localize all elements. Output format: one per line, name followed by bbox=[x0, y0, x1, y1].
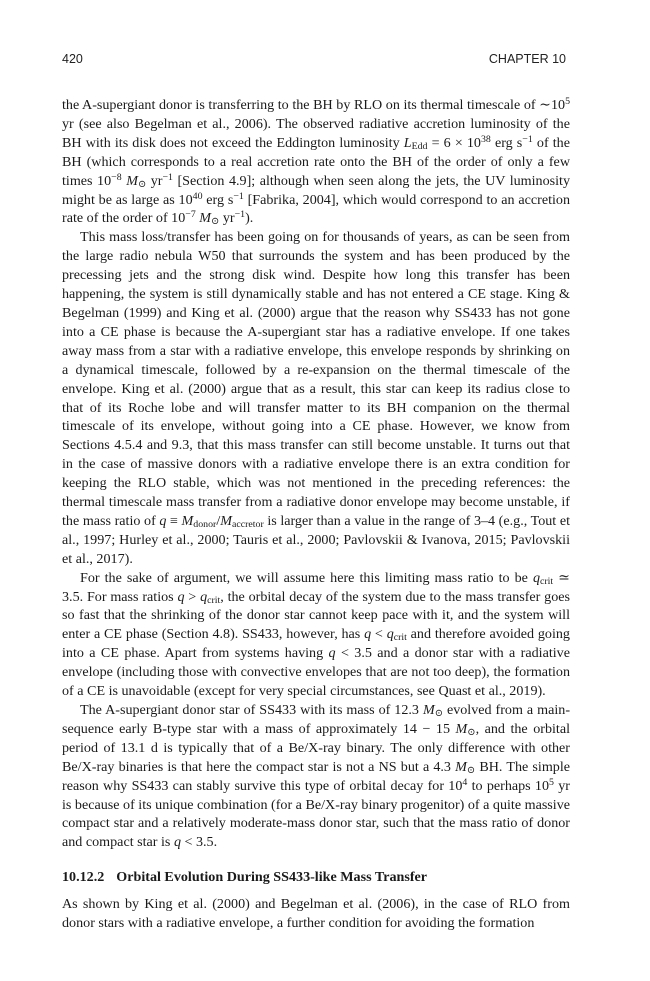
section-number: 10.12.2 bbox=[62, 869, 105, 886]
paragraph-orbital-evolution: As shown by King et al. (2000) and Begelman et al. (2006), in the case of RLO from donor stars with a radiative envelope, a further condition for avoiding the formation bbox=[62, 896, 570, 932]
chapter-label: CHAPTER 10 bbox=[488, 52, 566, 66]
running-head bbox=[62, 52, 566, 66]
paragraph-continued: the A-supergiant donor is transferring to the BH by RLO on its thermal timescale of $\sim 10^5$ yr (see also Begelman et al., 2006). The observed radiative accretion luminosity of the BH with its disk does not exceed the Eddington luminosity $L_{Edd} = 6 \times 10^{38}$ erg $s^{-1}$ of the BH (which corresponds to a real accretion rate onto the BH of the order of only a few times $10^{-8}$ $M_⊙$ $yr^{-1}$ [Section 4.9]; although when seen along the jets, the UV luminosity might be as large as $10^{40}$ erg $s^{-1}$ [Fabrika, 2004], which would correspond to an accretion rate of the order of $10^{-7}$ $M_⊙$ $yr^{-1}$). bbox=[62, 96, 571, 228]
paragraph-mass-loss: This mass loss/transfer has been going on for thousands of years, as can be seen from the large radio nebula W50 that surrounds the system and has been produced by the precessing jets and the strong disk wind. Despite how long this transfer has been happening, the system is still dynamically stable and has not entered a CE stage. King & Begelman (1999) and King et al. (2000) argue that the reason why SS433 has not gone into a CE phase is because the A-supergiant star has a radiative envelope. If one takes away mass from a star with a radiative envelope, this envelope responds by shrinking on a dynamical timescale, followed by a re-expansion on the thermal timescale of the envelope. King et al. (2000) argue that as a result, this star can keep its radius close to that of its Roche lobe and will transfer matter to its BH companion on the thermal timescale of its envelope, without going into a CE phase. However, we know from Sections 4.5.4 and 9.3, that this mass transfer can still become unstable. It turns out that in the case of massive donors with a radiative envelope there is an extra condition for keeping the RLO stable, which was not mentioned in the preceding references: the thermal timescale mass transfer from a radiative donor envelope may become unstable, if the mass ratio of $q \equiv M_{donor}/M_{accretor}$ is larger than a value in the range of 3–4 (e.g., Tout et al., 1997; Hurley et al., 2000; Tauris et al., 2000; Pavlovskii & Ivanova, 2015; Pavlovskii et al., 2017). bbox=[62, 229, 570, 567]
section-title: Orbital Evolution During SS433-like Mass Transfer bbox=[116, 869, 428, 886]
body-text bbox=[62, 96, 570, 933]
paragraph-limiting-ratio: For the sake of argument, we will assume here this limiting mass ratio to be $q_{crit}$ ≃ 3.5. For mass ratios $q > q_{crit}$, the orbital decay of the system due to the mass transfer goes so fast that the shrinking of the donor star cannot keep pace with it, and the system will enter a CE phase (Section 4.8). SS433, however, has $q < q_{crit}$ and therefore avoided going into a CE phase. Apart from systems having q < 3.5 and a donor star with a radiative envelope (including those with convective envelopes that are not too deep), the formation of a CE is unavoidable (except for very special circumstances, see Quast et al., 2019). bbox=[62, 569, 571, 700]
page-number: 420 bbox=[62, 52, 83, 66]
paragraph-donor-star: The A-supergiant donor star of SS433 with its mass of 12.3 $M_⊙$ evolved from a main-sequence early B-type star with a mass of approximately 14 − 15 $M_⊙$, and the orbital period of 13.1 d is typically that of a Be/X-ray binary. The only difference with other Be/X-ray binaries is that here the compact star is not a NS but a 4.3 $M_⊙$ BH. The simple reason why SS433 can stably survive this type of orbital decay for $10^4$ to perhaps $10^5$ yr is because of its unique combination (for a Be/X-ray binary progenitor) of a quite massive compact star and a relatively moderate-mass donor star, such that the mass ratio of donor and compact star is q < 3.5. bbox=[62, 702, 571, 851]
section-heading bbox=[62, 868, 570, 887]
